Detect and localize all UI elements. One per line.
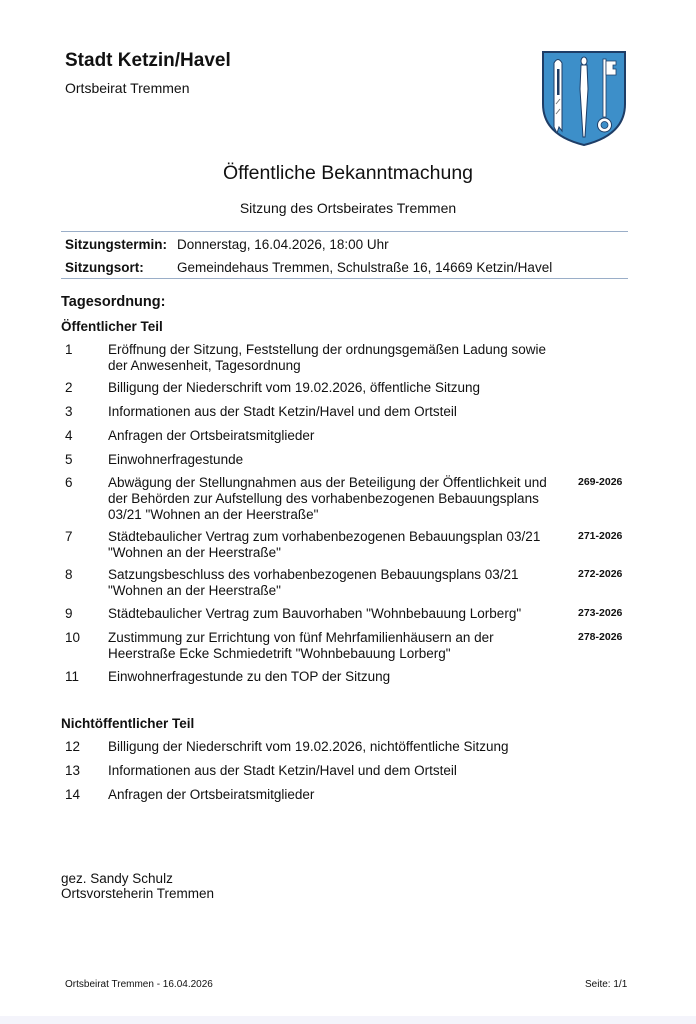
document-title: Öffentliche Bekanntmachung: [222, 162, 474, 184]
document-reference: 278-2026: [578, 631, 623, 643]
item-number: 13: [65, 763, 81, 778]
signature-name: gez. Sandy Schulz: [61, 871, 173, 886]
item-text: Eröffnung der Sitzung, Feststellung der ordnungsgemäßen Ladung sowie der Anwesenheit, Tagesordnung: [108, 342, 547, 373]
department-name: Ortsbeirat Tremmen: [65, 80, 190, 96]
item-text: Billigung der Niederschrift vom 19.02.2026, öffentliche Sitzung: [108, 380, 480, 395]
item-number: 5: [65, 452, 73, 467]
item-text: Städtebaulicher Vertrag zum Bauvorhaben "Wohnbebauung Lorberg": [108, 606, 522, 621]
item-text: Informationen aus der Stadt Ketzin/Havel und dem Ortsteil: [108, 404, 457, 419]
meeting-place-value: Gemeindehaus Tremmen, Schulstraße 16, 14669 Ketzin/Havel: [177, 260, 553, 275]
item-number: 6: [65, 475, 73, 490]
agenda-heading: Tagesordnung:: [61, 294, 166, 310]
meeting-date-label: Sitzungstermin:: [65, 237, 168, 252]
item-text: Billigung der Niederschrift vom 19.02.2026, nichtöffentliche Sitzung: [108, 739, 509, 754]
document-reference: 269-2026: [578, 476, 623, 488]
item-number: 10: [65, 630, 81, 645]
bottom-strip: [0, 1016, 696, 1024]
item-text: Anfragen der Ortsbeiratsmitglieder: [108, 428, 315, 443]
document-subtitle: Sitzung des Ortsbeirates Tremmen: [239, 200, 457, 216]
public-section-heading: Öffentlicher Teil: [61, 319, 163, 334]
item-text: Anfragen der Ortsbeiratsmitglieder: [108, 787, 315, 802]
meeting-place-label: Sitzungsort:: [65, 260, 144, 275]
signature-role: Ortsvorsteherin Tremmen: [61, 886, 215, 901]
page-number: Seite: 1/1: [585, 979, 628, 990]
item-number: 9: [65, 606, 73, 621]
item-text: Einwohnerfragestunde zu den TOP der Sitzung: [108, 669, 391, 684]
item-text: Zustimmung zur Errichtung von fünf Mehrfamilienhäusern an der Heerstraße Ecke Schmiedetrift "Wohnbebauung Lorberg": [108, 630, 494, 661]
divider: [61, 278, 628, 279]
document-reference: 271-2026: [578, 530, 623, 542]
divider: [61, 231, 628, 232]
nonpublic-section-heading: Nichtöffentlicher Teil: [61, 716, 195, 731]
item-text: Einwohnerfragestunde: [108, 452, 244, 467]
item-number: 14: [65, 787, 81, 802]
item-text: Satzungsbeschluss des vorhabenbezogenen Bebauungsplans 03/21 "Wohnen an der Heerstraße": [108, 567, 519, 598]
meeting-date-value: Donnerstag, 16.04.2026, 18:00 Uhr: [177, 237, 389, 252]
item-text: Informationen aus der Stadt Ketzin/Havel und dem Ortsteil: [108, 763, 457, 778]
item-text: Städtebaulicher Vertrag zum vorhabenbezogenen Bebauungsplan 03/21 "Wohnen an der Heerstraße": [108, 529, 541, 560]
item-number: 4: [65, 428, 73, 443]
footer-left: Ortsbeirat Tremmen - 16.04.2026: [65, 979, 213, 990]
item-text: Abwägung der Stellungnahmen aus der Beteiligung der Öffentlichkeit und der Behörden zur Aufstellung des vorhabenbezogenen Bebauungsplans 03/21 "Wohnen an der Heerstraße": [108, 475, 547, 522]
item-number: 7: [65, 529, 73, 544]
coat-of-arms-icon: [540, 49, 628, 147]
item-number: 2: [65, 380, 73, 395]
organization-name: Stadt Ketzin/Havel: [65, 50, 231, 71]
item-number: 1: [65, 342, 73, 357]
item-number: 3: [65, 404, 73, 419]
item-number: 12: [65, 739, 81, 754]
document-reference: 273-2026: [578, 607, 623, 619]
item-number: 8: [65, 567, 73, 582]
document-reference: 272-2026: [578, 568, 623, 580]
item-number: 11: [65, 669, 80, 684]
